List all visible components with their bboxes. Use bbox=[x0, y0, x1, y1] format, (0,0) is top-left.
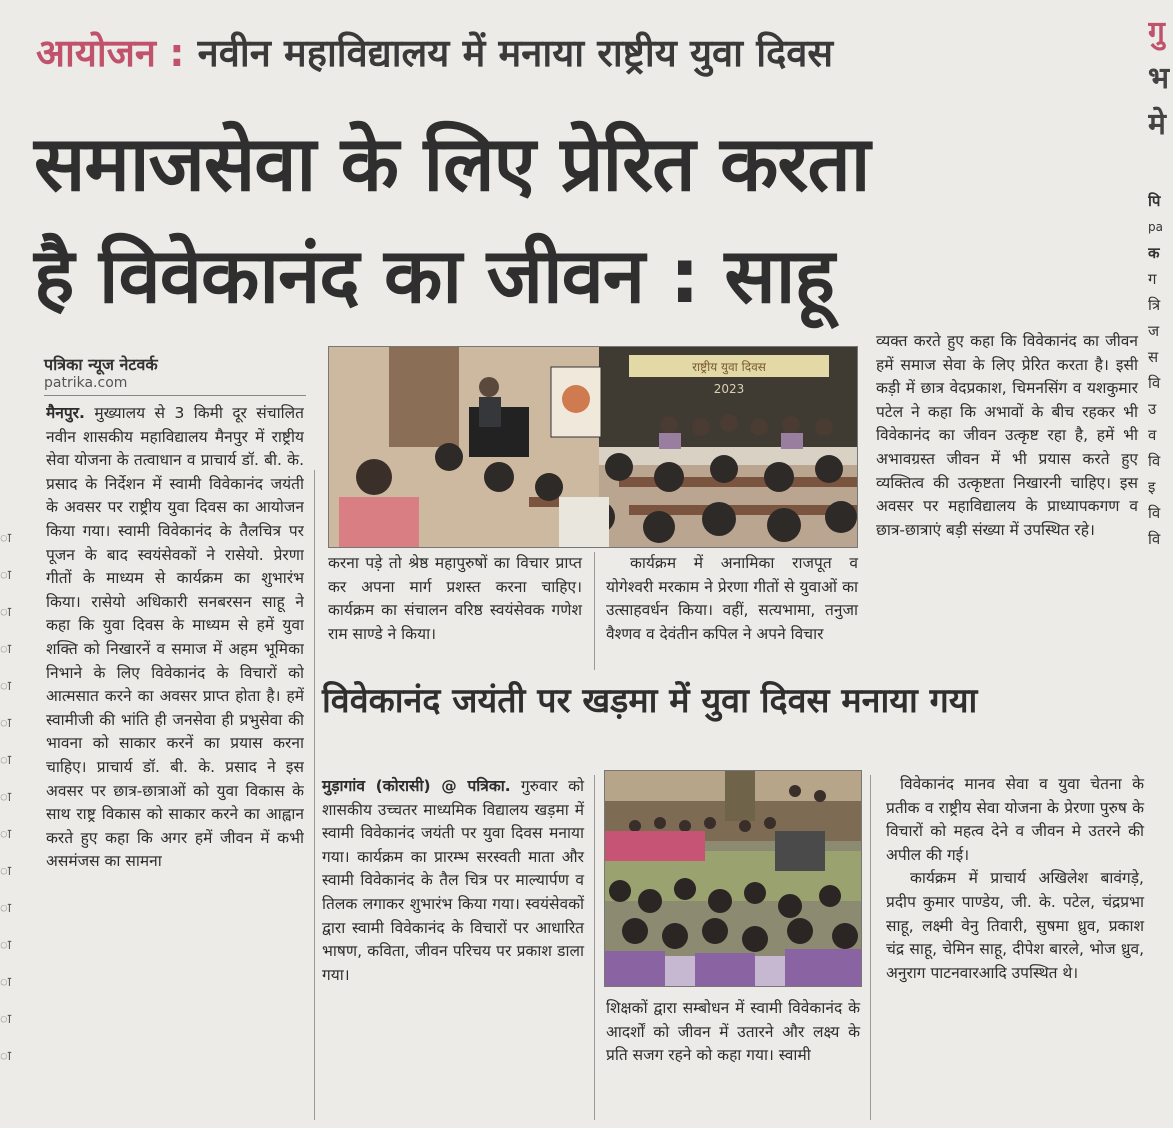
story2-col2-text: गुरुवार को शासकीय उच्चतर माध्यमिक विद्यालय खड़मा में स्वामी विवेकानंद जयंती पर युवा दिवस मनाया गया। कार्यक्रम का प्रारम्भ सरस्वती माता और स्वामी विवेकानंद के तैल चित्र पर माल्यार्पण व तिलक लगाकर शुभारंभ किया गया। स्वयंसेवकों द्वारा स्वामी विवेकानंद के विचारों पर आधारित भाषण, कविता, जीवन परिचय पर प्रकाश डाला गया। bbox=[322, 777, 584, 984]
story2-column-3 bbox=[606, 997, 860, 1068]
adjacent-column-left: ा ा ा ा ा ा ा ा ा ा ा ा ा ा ा bbox=[0, 531, 12, 1064]
story2-column-2 bbox=[322, 775, 584, 987]
adjacent-kicker-fragment: गु bbox=[1148, 15, 1165, 50]
adjacent-headline-fragment-2: मे bbox=[1148, 107, 1166, 142]
column-divider bbox=[314, 470, 315, 1120]
story1-dateline: मैनपुर. bbox=[46, 404, 85, 422]
story2-col4a-text: विवेकानंद मानव सेवा व युवा चेतना के प्रतीक व राष्ट्रीय सेवा योजना के प्रेरणा पुरुष के विचारों को महत्व देने व जीवन मे उतरने की अपील की गई। bbox=[886, 775, 1144, 864]
adjacent-site-fragment: pa bbox=[1148, 220, 1163, 234]
kicker bbox=[36, 26, 1146, 78]
photo-banner-year: 2023 bbox=[713, 382, 745, 396]
headline-line-1: समाजसेवा के लिए प्रेरित करता bbox=[34, 119, 870, 208]
story2-col4b-text: कार्यक्रम में प्राचार्य अखिलेश बावंगड़े, प्रदीप कुमार पाण्डेय, जी. के. पटेल, चंद्रप्रभा साहू, लक्ष्मी वेनु तिवारी, सुषमा ध्रुव, प्रकाश चंद्र साहू, चेमिन साहू, दीपेश बारले, भोज ध्रुव, अनुराग पाटनवारआदि उपस्थित थे। bbox=[886, 869, 1144, 982]
story1-column-3 bbox=[606, 552, 858, 646]
byline-name: पत्रिका न्यूज नेटवर्क bbox=[44, 355, 158, 374]
column-divider bbox=[870, 775, 871, 1120]
event-photo-school-graphic bbox=[605, 771, 861, 986]
story1-col1-text: मुख्यालय से 3 किमी दूर संचालित नवीन शासकीय महाविद्यालय मैनपुर में राष्ट्रीय सेवा योजना के तत्वाधान व प्राचार्य डॉ. बी. के. प्रसाद के निर्देशन में स्वामी विवेकानंद जयंती के अवसर पर राष्ट्रीय युवा दिवस का आयोजन किया गया। स्वामी विवेकानंद के तैलचित्र पर पूजन के बाद स्वयंसेवकों ने रासेयो. प्रेरणा गीतों के माध्यम से कार्यक्रम का शुभारंभ किया। रासेयो अधिकारी सनबरसन साहू ने कहा कि युवा दिवस के माध्यम से हमें युवा शक्ति को निखारनें व समाज में अहम भूमिका निभाने के लिए विवेकानंद के विचारों को आत्मसात करने का अवसर प्राप्त होता है। हमें स्वामीजी की भांति ही जनसेवा ही प्रभुसेवा की भावना को साकार करनें का प्रयास करना चाहिए। प्राचार्य डॉ. बी. के. प्रसाद ने इस अवसर पर छात्र-छात्राओं को युवा विकास के साथ राष्ट्र विकास को साकार करने का आह्वान करते हुए कहा कि अगर हमें जीवन में कभी असमंजस का सामना bbox=[46, 404, 304, 871]
headline-line-2: है विवेकानंद का जीवन : साहू bbox=[34, 231, 834, 320]
column-divider bbox=[594, 775, 595, 1120]
story2-col3-text: शिक्षकों द्वारा सम्बोधन में स्वामी विवेकानंद के आदर्शों को जीवन में उतारने और लक्ष्य के प्रति सजग रहने को कहा गया। स्वामी bbox=[606, 999, 860, 1065]
story2-column-4 bbox=[886, 773, 1144, 985]
story1-col2-text: करना पड़े तो श्रेष्ठ महापुरुषों का विचार प्राप्त कर अपना मार्ग प्रशस्त करना चाहिए। कार्यक्रम का संचालन वरिष्ठ स्वयंसेवक गणेश राम साण्डे ने किया। bbox=[328, 554, 582, 643]
story1-col4-text: व्यक्त करते हुए कहा कि विवेकानंद का जीवन हमें समाज सेवा के लिए प्रेरित करता है। इसी कड़ी में छात्र वेदप्रकाश, चिमनसिंग व यशकुमार पटेल ने कहा कि अभावों के बीच रहकर भी विवेकानंद का जीवन उत्कृष्ट रहा है, हमें भी अभावग्रस्त जीवन में भी प्रयास करते हुए व्यक्तित्व की उत्कृष्टता निखारनी चाहिए। इस अवसर पर महाविद्यालय के प्राध्यापकगण व छात्र-छात्राएं बड़ी संख्या में उपस्थित रहे। bbox=[876, 332, 1138, 539]
headline bbox=[34, 108, 1144, 332]
adjacent-article-right: गु भ मे पि pa क ग त्रि ज स वि उ व वि इ वि वि bbox=[1148, 10, 1173, 610]
story1-column-4 bbox=[876, 330, 1138, 542]
event-photo-college bbox=[328, 346, 858, 548]
story2-headline: विवेकानंद जयंती पर खड़मा में युवा दिवस मनाया गया bbox=[322, 681, 978, 721]
adjacent-byline-fragment: पि bbox=[1148, 192, 1161, 210]
adjacent-dateline-fragment: क bbox=[1148, 244, 1160, 262]
event-photo-college-graphic bbox=[329, 347, 857, 547]
adjacent-headline-fragment: भ bbox=[1148, 61, 1170, 96]
event-photo-school bbox=[604, 770, 862, 987]
story2-dateline: मुड़ागांव (कोरासी) @ पत्रिका. bbox=[322, 777, 511, 795]
byline-rule bbox=[44, 395, 306, 396]
story1-column-1 bbox=[46, 402, 304, 1122]
byline bbox=[44, 353, 304, 391]
kicker-text: नवीन महाविद्यालय में मनाया राष्ट्रीय युवा दिवस bbox=[197, 31, 834, 75]
byline-site: patrika.com bbox=[44, 375, 128, 391]
column-divider bbox=[594, 552, 595, 670]
photo-banner-text: राष्ट्रीय युवा दिवस bbox=[692, 360, 766, 374]
kicker-tag: आयोजन : bbox=[36, 31, 185, 75]
story1-col3-text: कार्यक्रम में अनामिका राजपूत व योगेश्वरी मरकाम ने प्रेरणा गीतों से युवाओं का उत्साहवर्धन किया। वहीं, सत्यभामा, तनुजा वैश्णव व देवंतीन कपिल ने अपने विचार bbox=[606, 554, 858, 643]
story1-column-2 bbox=[328, 552, 582, 646]
